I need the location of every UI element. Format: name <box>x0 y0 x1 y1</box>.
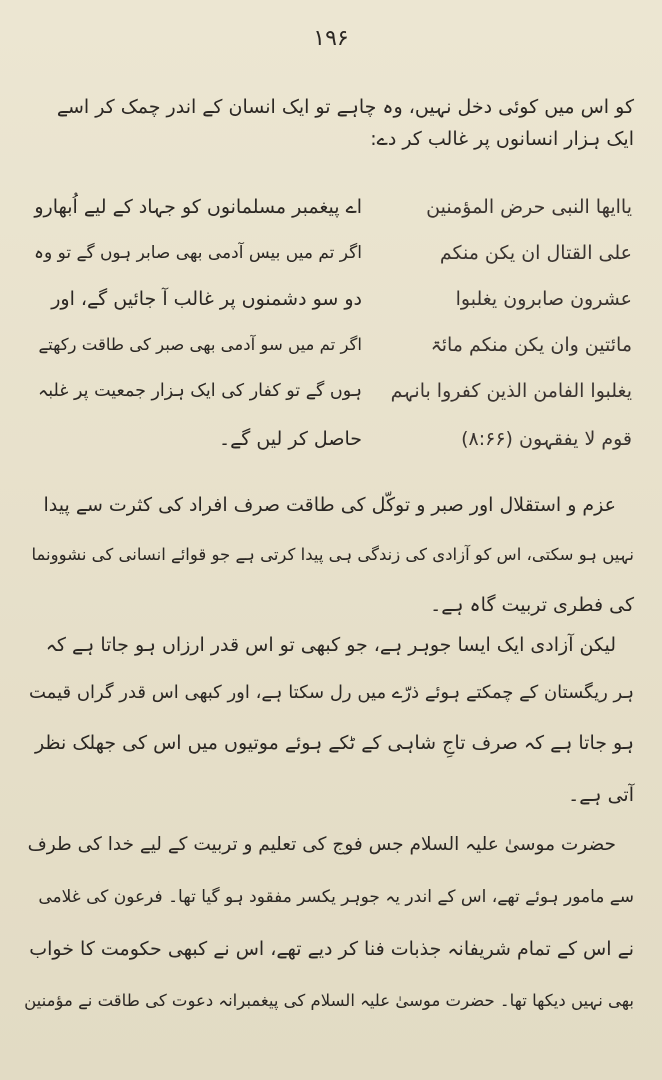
paragraph <box>24 830 634 1030</box>
paragraph <box>24 630 634 810</box>
paragraph-line: عزم و استقلال اور صبر و توکّل کی طاقت صرف افراد کی کثرت سے پیدا <box>43 494 616 516</box>
intro-text <box>34 92 634 156</box>
paragraph-line: نہیں ہو سکتی، اس کو آزادی کی زندگی ہی پیدا کرتی ہے جو قوائے انسانی کی نشوونما <box>31 545 634 564</box>
paragraph-line: سے مامور ہوئے تھے، اس کے اندر یہ جوہر یکسر مفقود ہو گیا تھا۔ فرعون کی غلامی <box>38 887 634 907</box>
paragraph-line: کی فطری تربیت گاہ ہے۔ <box>430 594 634 616</box>
paragraph-line: لیکن آزادی ایک ایسا جوہر ہے، جو کبھی تو اس قدر ارزاں ہو جاتا ہے کہ <box>45 634 616 656</box>
paragraph-line: ہو جاتا ہے کہ صرف تاجِ شاہی کے ٹکے ہوئے موتیوں میں اس کی جھلک نظر <box>34 732 634 754</box>
verse-arabic-line: مائتین وان یکن منکم مائۃ <box>430 334 632 356</box>
paragraph <box>24 490 634 620</box>
verse-arabic-line <box>453 424 632 454</box>
verse-translation-line: اے پیغمبر مسلمانوں کو جہاد کے لیے اُبھارو <box>34 196 362 218</box>
verse-translation-line: اگر تم میں بیس آدمی بھی صابر ہوں گے تو وہ <box>34 243 362 263</box>
paragraph-line: نے اس کے تمام شریفانہ جذبات فنا کر دیے تھے، اس نے کبھی حکومت کا خواب <box>29 938 634 960</box>
verse-arabic-line: یاایھا النبی حرض المؤمنین <box>426 196 632 218</box>
intro-line: ایک ہزار انسانوں پر غالب کر دے: <box>370 128 634 150</box>
verse-reference: (۸:۶۶) <box>461 428 513 450</box>
paragraph-line: بھی نہیں دیکھا تھا۔ حضرت موسیٰ علیہ السلام کی پیغمبرانہ دعوت کی طاقت نے مؤمنین <box>24 991 634 1010</box>
page-number: ۱۹۶ <box>313 26 349 51</box>
verse-translation-line: ہوں گے تو کفار کی ایک ہزار جمعیت پر غلبہ <box>37 381 362 401</box>
verse-translation-line: دو سو دشمنوں پر غالب آ جائیں گے، اور <box>51 288 362 310</box>
verse-translation-column <box>32 192 362 472</box>
paragraph-line: ہر ریگستان کے چمکتے ہوئے ذرّے میں رل سکتا ہے، اور کبھی اس قدر گراں قیمت <box>29 682 634 703</box>
paragraph-line: آتی ہے۔ <box>568 784 634 806</box>
verse-arabic-line: عشرون صابرون یغلبوا <box>455 288 632 310</box>
intro-line: کو اس میں کوئی دخل نہیں، وہ چاہے تو ایک انسان کے اندر چمک کر اسے <box>56 96 634 118</box>
verse-translation-line: اگر تم میں سو آدمی بھی صبر کی طاقت رکھتے <box>38 335 362 354</box>
verse-translation-line: حاصل کر لیں گے۔ <box>218 428 362 450</box>
verse-arabic-column <box>387 192 632 472</box>
verse-arabic-line: علی القتال ان یکن منکم <box>439 242 632 264</box>
verse-arabic-last: قوم لا یفقہون <box>519 428 632 450</box>
verse-arabic-line: یغلبوا الفامن الذین کفروا بانہم <box>390 380 632 402</box>
paragraph-line: حضرت موسیٰ علیہ السلام جس فوج کی تعلیم و تربیت کے لیے خدا کی طرف <box>27 834 616 855</box>
